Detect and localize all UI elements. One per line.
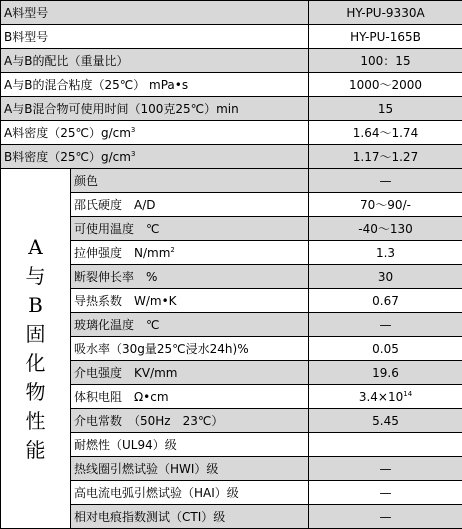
row-value-text: 1000～2000 [348,78,423,92]
row-label [71,409,309,433]
label-superscript: 3 [130,126,136,134]
row-value-text: — [379,317,392,332]
row-label-text: 热线圈引燃试验（HWI）级 [74,462,219,476]
row-value [309,73,462,97]
row-label [71,313,309,337]
row-value [309,481,462,505]
value-superscript: 14 [403,389,413,398]
row-value-text: 5.45 [372,413,399,428]
table-row [1,49,462,73]
row-label [71,505,309,529]
table-row [1,25,462,49]
row-value [309,145,462,169]
row-label-text: 介电常数 （50Hz 23℃） [74,414,224,428]
row-label [71,385,309,409]
row-value-text: — [379,485,392,500]
row-value-text: — [379,173,392,188]
row-value [309,25,462,49]
row-value-text: 30 [377,269,394,284]
row-label [71,193,309,217]
row-label-text: 邵氏硬度 A/D [74,198,156,212]
row-value-text: — [379,509,392,524]
row-label [1,121,309,145]
row-label-text: A料密度（25℃）g/cm [4,126,131,140]
table-row [1,241,462,265]
row-value-text: 0.05 [372,341,399,356]
row-label [71,289,309,313]
row-label-text: 导热系数 W/m•K [74,294,177,308]
table-row [1,121,462,145]
group-label-char: 化 [25,350,46,375]
table-row [1,433,462,457]
row-label-text: A与B混合物可使用时间（100克25℃）min [4,102,239,116]
table-row [1,289,462,313]
row-value [309,313,462,337]
row-value [309,121,462,145]
row-label-text: A料型号 [4,6,49,20]
row-value-text: — [379,461,392,476]
row-value-text: 70～90/- [360,198,411,212]
row-label-text: 玻璃化温度 ℃ [74,318,160,332]
table-row [1,409,462,433]
row-value [309,337,462,361]
label-superscript: 3 [130,150,136,158]
group-label-char: 与 [25,263,46,288]
table-row [1,385,462,409]
row-value-text: 1.64～1.74 [352,126,419,140]
row-value-text: 1.17～1.27 [352,150,419,164]
row-label-text: 拉伸强度 N/mm [74,246,171,260]
table-row [1,481,462,505]
row-label [1,49,309,73]
row-value [309,385,462,409]
row-value [309,433,462,457]
table-row [1,313,462,337]
table-row [1,217,462,241]
row-value-text: 1.3 [375,245,396,260]
table-row [1,265,462,289]
row-value [309,241,462,265]
group-label-char: 能 [25,437,46,462]
row-label-text: B料型号 [4,30,49,44]
table-row [1,193,462,217]
table-row [1,361,462,385]
group-label-char: A [28,234,43,259]
row-label-text: 可使用温度 ℃ [74,222,160,236]
label-superscript: 2 [170,246,175,254]
row-label [1,145,309,169]
row-value [309,97,462,121]
row-value-text: 3.4×10 [358,389,404,404]
group-label [1,169,71,529]
row-label [71,457,309,481]
row-label-text: A与B的配比（重量比） [4,54,129,68]
row-value-text: HY-PU-9330A [346,5,425,20]
row-label-text: 介电强度 KV/mm [74,366,178,380]
row-label-text: 高电流电弧引燃试验（HAI）级 [74,486,239,500]
table-row [1,337,462,361]
row-value [309,409,462,433]
row-value [309,289,462,313]
row-value [309,169,462,193]
row-value-text: 19.6 [372,365,399,380]
spec-table-body [1,1,462,529]
row-label-text: A与B的混合粘度（25℃） mPa•s [4,78,189,92]
row-label [71,361,309,385]
table-row [1,505,462,529]
table-row [1,457,462,481]
row-label [1,73,309,97]
row-value-text: 0.67 [372,293,399,308]
row-label-text: 体积电阻 Ω•cm [74,390,169,404]
row-value-text: -40～130 [358,222,413,236]
table-row [1,145,462,169]
row-label [1,97,309,121]
row-label-text: 断裂伸长率 % [74,270,158,284]
row-label [71,481,309,505]
row-value [309,457,462,481]
row-label-text: 吸水率（30g量25℃浸水24h)% [74,342,249,356]
row-label [71,265,309,289]
table-row [1,73,462,97]
row-value-text: HY-PU-165B [350,29,421,44]
row-label [71,217,309,241]
table-row [1,1,462,25]
group-label-char: B [28,292,43,317]
row-label-text: B料密度（25℃）g/cm [4,150,131,164]
row-value [309,265,462,289]
row-value [309,1,462,25]
row-label [71,241,309,265]
row-label-text: 耐燃性（UL94）级 [74,438,177,452]
row-label [71,433,309,457]
row-value-text: 15 [377,101,394,116]
row-value [309,361,462,385]
group-label-char: 物 [25,379,46,404]
group-label-char: 性 [25,408,46,433]
row-value [309,49,462,73]
row-label-text: 相对电痕指数测试（CTI）级 [74,510,226,524]
row-value-text: 100：15 [360,54,411,68]
table-row [1,169,462,193]
row-label [71,337,309,361]
row-label-text: 颜色 [74,174,99,188]
row-label [1,1,309,25]
row-value [309,505,462,529]
row-label [71,169,309,193]
group-label-char: 固 [25,321,46,346]
row-value [309,217,462,241]
row-value [309,193,462,217]
row-label [1,25,309,49]
table-row [1,97,462,121]
